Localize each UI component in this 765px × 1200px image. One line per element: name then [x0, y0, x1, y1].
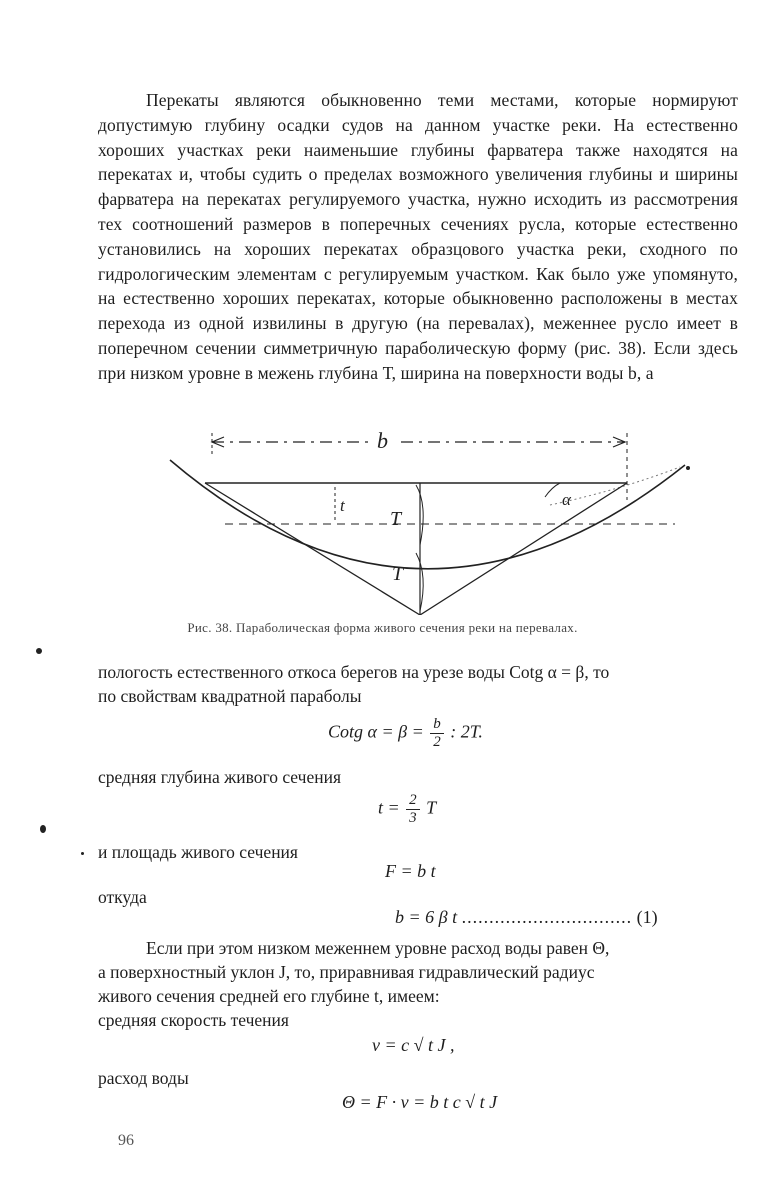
formula-cotg-fraction: [430, 716, 444, 751]
formula-mean-depth: [378, 792, 436, 827]
text-line-discharge: расход воды: [98, 1068, 189, 1088]
text-line-slope-2: по свойствам квадратной параболы: [98, 686, 362, 706]
text-line-mean-depth: средняя глубина живого сечения: [98, 767, 341, 787]
text-line-flow-2: а поверхностный уклон J, то, приравнивая гидравлический радиус: [98, 962, 595, 982]
formula-t-right: T: [426, 797, 437, 818]
text-line-area: и площадь живого сечения: [98, 842, 298, 862]
formula-t-fraction: [406, 792, 420, 827]
angle-label: α: [562, 490, 571, 509]
scan-speck: [36, 648, 42, 654]
formula-t-numerator: 2: [406, 792, 420, 810]
intro-paragraph: Перекаты являются обыкновенно теми местами, которые нормируют допустимую глубину осадки судов на данном участке реки. На естественно хороших участках реки наименьшие глубины фарватера также находятся на перекатах и, чтобы судить о пределах возможного увеличения глубины и ширины фарватера на перекатах регулируемого участка, нужно исходить из рассмотрения тех соотношений размеров в поперечных сечениях русла, которые естественно установились на хороших перекатах образцового участка реки, сходного по гидрологическим элементам с регулируемым участком. Как было уже упомянуто, на естественно хороших перекатах, которые обыкновенно расположены в местах перехода из одной извилины в другую (на перевалах), меженнее русло имеет в поперечном сечении симметричную параболическую форму (рис. 38). Если здесь при низком уровне в межень глубина Т, ширина на поверхности воды b, а: [98, 90, 738, 383]
figure-caption: Рис. 38. Параболическая форма живого сечения реки на перевалах.: [187, 620, 578, 635]
scan-speck: [81, 852, 84, 855]
formula-area: F = b t: [385, 861, 436, 881]
formula-cotg-right: : 2T.: [450, 721, 483, 742]
text-line-slope-1: пологость естественного откоса берегов на урезе воды Cotg α = β, то: [98, 662, 610, 682]
figure-38-parabolic-cross-section: [150, 425, 710, 615]
formula-width-dots: ...............................: [461, 907, 633, 927]
text-line-velocity: средняя скорость течения: [98, 1010, 289, 1030]
formula-number: (1): [636, 907, 658, 927]
formula-t-denominator: 3: [409, 810, 417, 826]
formula-cotg-denominator: 2: [433, 734, 441, 750]
text-line-whence: откуда: [98, 887, 147, 907]
width-label: b: [377, 428, 388, 453]
scan-speck: [686, 466, 690, 470]
mean-depth-label: t: [340, 496, 345, 515]
formula-discharge: Θ = F · v = b t c √ t J: [342, 1092, 498, 1112]
formula-cotg: [328, 716, 483, 751]
depth-label-upper: T: [390, 508, 402, 530]
page-number: 96: [118, 1132, 134, 1149]
formula-width: [395, 907, 658, 928]
formula-cotg-numerator: b: [430, 716, 444, 734]
depth-label-lower: T: [392, 563, 404, 585]
formula-cotg-left: Cotg α = β =: [328, 721, 424, 742]
formula-velocity: v = c √ t J ,: [372, 1035, 455, 1055]
scan-speck: [40, 825, 46, 833]
formula-width-expression: b = 6 β t: [395, 907, 458, 927]
formula-t-left: t =: [378, 797, 400, 818]
text-line-flow-3: живого сечения средней его глубине t, имеем:: [98, 986, 440, 1006]
text-line-flow-1: Если при этом низком меженнем уровне расход воды равен Θ,: [146, 938, 610, 958]
